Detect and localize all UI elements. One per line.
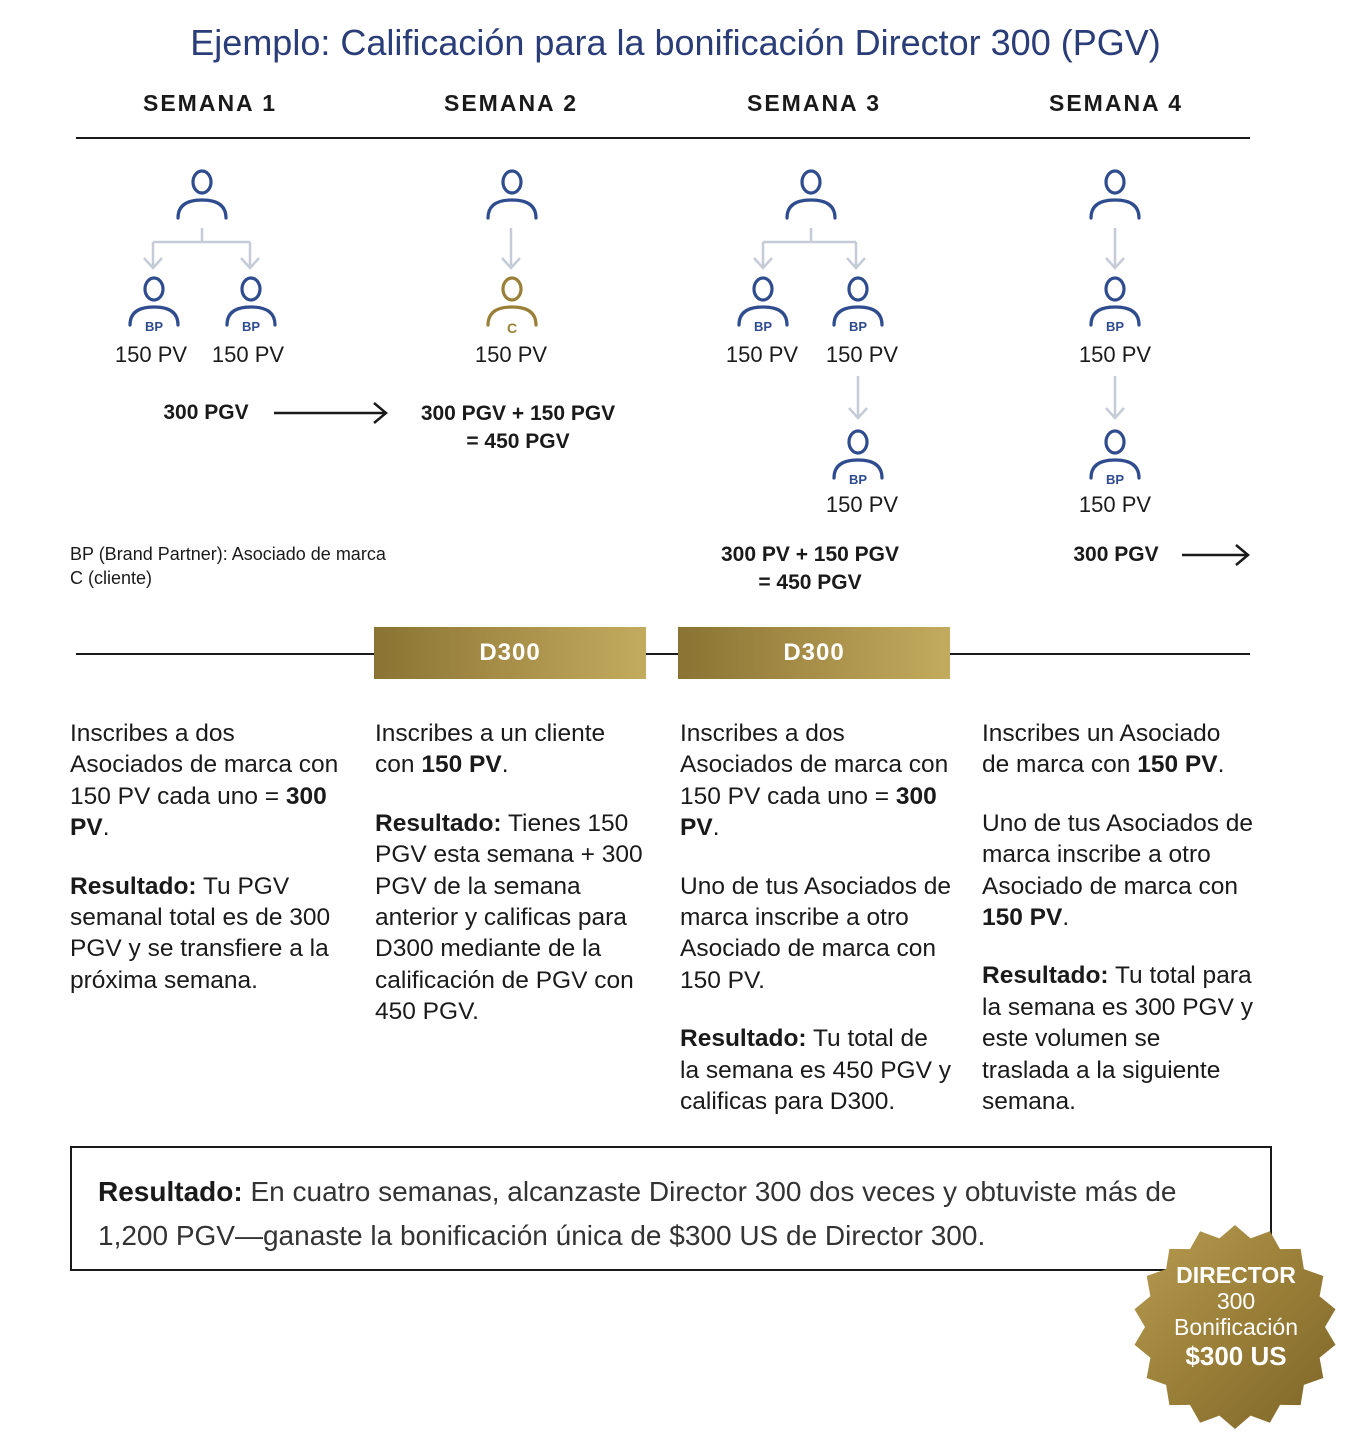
week-1-header: SEMANA 1: [143, 90, 277, 116]
text: .: [712, 814, 720, 842]
result-label: Resultado:: [982, 962, 1109, 990]
pv-label: 150 PV: [474, 342, 548, 367]
legend-c: C (cliente): [70, 568, 153, 588]
paragraph: [680, 1023, 952, 1117]
paragraph: [375, 718, 647, 781]
paragraph: [680, 718, 952, 844]
enrollment-diagram: [0, 0, 1351, 620]
text: Inscribes un Asociado de marca con: [982, 720, 1221, 779]
paragraph: [982, 808, 1254, 934]
paragraph: Uno de tus Asociados de marca inscribe a otro Asociado de marca con 150 PV.: [680, 872, 952, 994]
pv-label: 150 PV: [114, 342, 188, 367]
text: Inscribes a un cliente con: [375, 720, 606, 779]
connector-icon: [144, 228, 259, 268]
text: Tu PGV semanal total es de 300 PGV y se transfiere a la próxima semana.: [70, 872, 331, 994]
svg-text:BP: BP: [144, 319, 164, 334]
text: Tu total para la semana es 300 PGV y este volumen se traslada a la siguiente semana.: [982, 962, 1254, 1116]
svg-text:BP: BP: [848, 472, 868, 487]
paragraph: [375, 808, 647, 1028]
text: Uno de tus Asociados de marca inscribe a otro Asociado de marca con: [982, 809, 1254, 900]
legend-bp: BP (Brand Partner): Asociado de marca: [70, 544, 386, 564]
result-label: Resultado:: [375, 809, 502, 837]
svg-text:BP: BP: [753, 319, 773, 334]
week-4-calc: 300 PGV: [1073, 543, 1159, 566]
pv-label: 150 PV: [1078, 342, 1152, 367]
paragraph: [982, 960, 1254, 1117]
page-title: Ejemplo: Calificación para la bonificación Director 300 (PGV): [190, 22, 1161, 63]
week-3-calc: [695, 541, 925, 597]
seal-line: DIRECTOR: [1176, 1262, 1296, 1288]
seal-line: Bonificación: [1173, 1314, 1299, 1340]
result-label: Resultado:: [70, 872, 197, 900]
result-summary-box: [70, 1146, 1272, 1271]
week-1-description: [70, 718, 342, 1023]
svg-text:BP: BP: [241, 319, 261, 334]
seal-line: 300: [1216, 1288, 1256, 1314]
person-client-icon: [488, 278, 536, 336]
text: Tienes 150 PGV esta semana + 300 PGV de la semana anterior y calificas para D300 mediante de la calificación de PGV con 450 PGV.: [375, 809, 643, 1026]
text: Tu total de la semana es 450 PGV y calificas para D300.: [680, 1025, 952, 1116]
result-text: En cuatro semanas, alcanzaste Director 300 dos veces y obtuviste más de 1,200 PGV—ganaste la bonificación única de $300 US de Director 300.: [98, 1176, 1177, 1251]
text: .: [501, 751, 509, 779]
pv-label: 150 PV: [1078, 492, 1152, 517]
svg-text:BP: BP: [1105, 319, 1125, 334]
legend: [70, 542, 490, 590]
week-1-calc: 300 PGV: [163, 401, 249, 424]
text: .: [1217, 751, 1225, 779]
paragraph: [70, 871, 342, 997]
result-label: Resultado:: [98, 1176, 243, 1207]
svg-text:BP: BP: [1105, 472, 1125, 487]
week-2-header: SEMANA 2: [444, 90, 578, 116]
pv-label: 150 PV: [211, 342, 285, 367]
pv-label: 150 PV: [725, 342, 799, 367]
d300-badge: D300: [678, 627, 950, 679]
text-bold: 150 PV: [421, 751, 502, 779]
calc-line: 300 PGV + 150 PGV: [420, 402, 616, 425]
week-2-calc: [398, 400, 638, 456]
calc-line: = 450 PGV: [758, 571, 862, 594]
text: .: [102, 814, 110, 842]
week-4-header: SEMANA 4: [1049, 90, 1183, 116]
seal-text: [1148, 1262, 1324, 1372]
svg-text:BP: BP: [848, 319, 868, 334]
text-bold: 300 PV: [680, 782, 937, 842]
text-bold: 150 PV: [982, 904, 1063, 932]
week-3-header: SEMANA 3: [747, 90, 881, 116]
pv-label: 150 PV: [825, 342, 899, 367]
paragraph: [982, 718, 1254, 781]
person-bp-icon: [227, 278, 275, 334]
person-bp-icon: [130, 278, 178, 334]
person-icon: [178, 171, 226, 218]
week-3-description: [680, 718, 952, 1144]
calc-line: = 450 PGV: [466, 430, 570, 453]
d300-badge: D300: [374, 627, 646, 679]
text: Inscribes a dos Asociados de marca con 150 PV cada uno =: [70, 720, 339, 810]
arrow-right-icon: [1182, 545, 1248, 565]
text: Inscribes a dos Asociados de marca con 150 PV cada uno =: [680, 720, 949, 810]
text-bold: 150 PV: [1137, 751, 1218, 779]
result-label: Resultado:: [680, 1025, 807, 1053]
week-2-description: [375, 718, 647, 1055]
timeline-divider: [76, 653, 1250, 655]
svg-text:C: C: [506, 320, 518, 336]
week-4-description: [982, 718, 1254, 1144]
arrow-right-icon: [274, 403, 386, 423]
calc-line: 300 PV + 150 PGV: [720, 543, 900, 566]
text-bold: 300 PV: [70, 782, 327, 842]
pv-label: 150 PV: [825, 492, 899, 517]
text: .: [1062, 904, 1070, 932]
seal-line: $300 US: [1185, 1341, 1287, 1371]
paragraph: [70, 718, 342, 844]
